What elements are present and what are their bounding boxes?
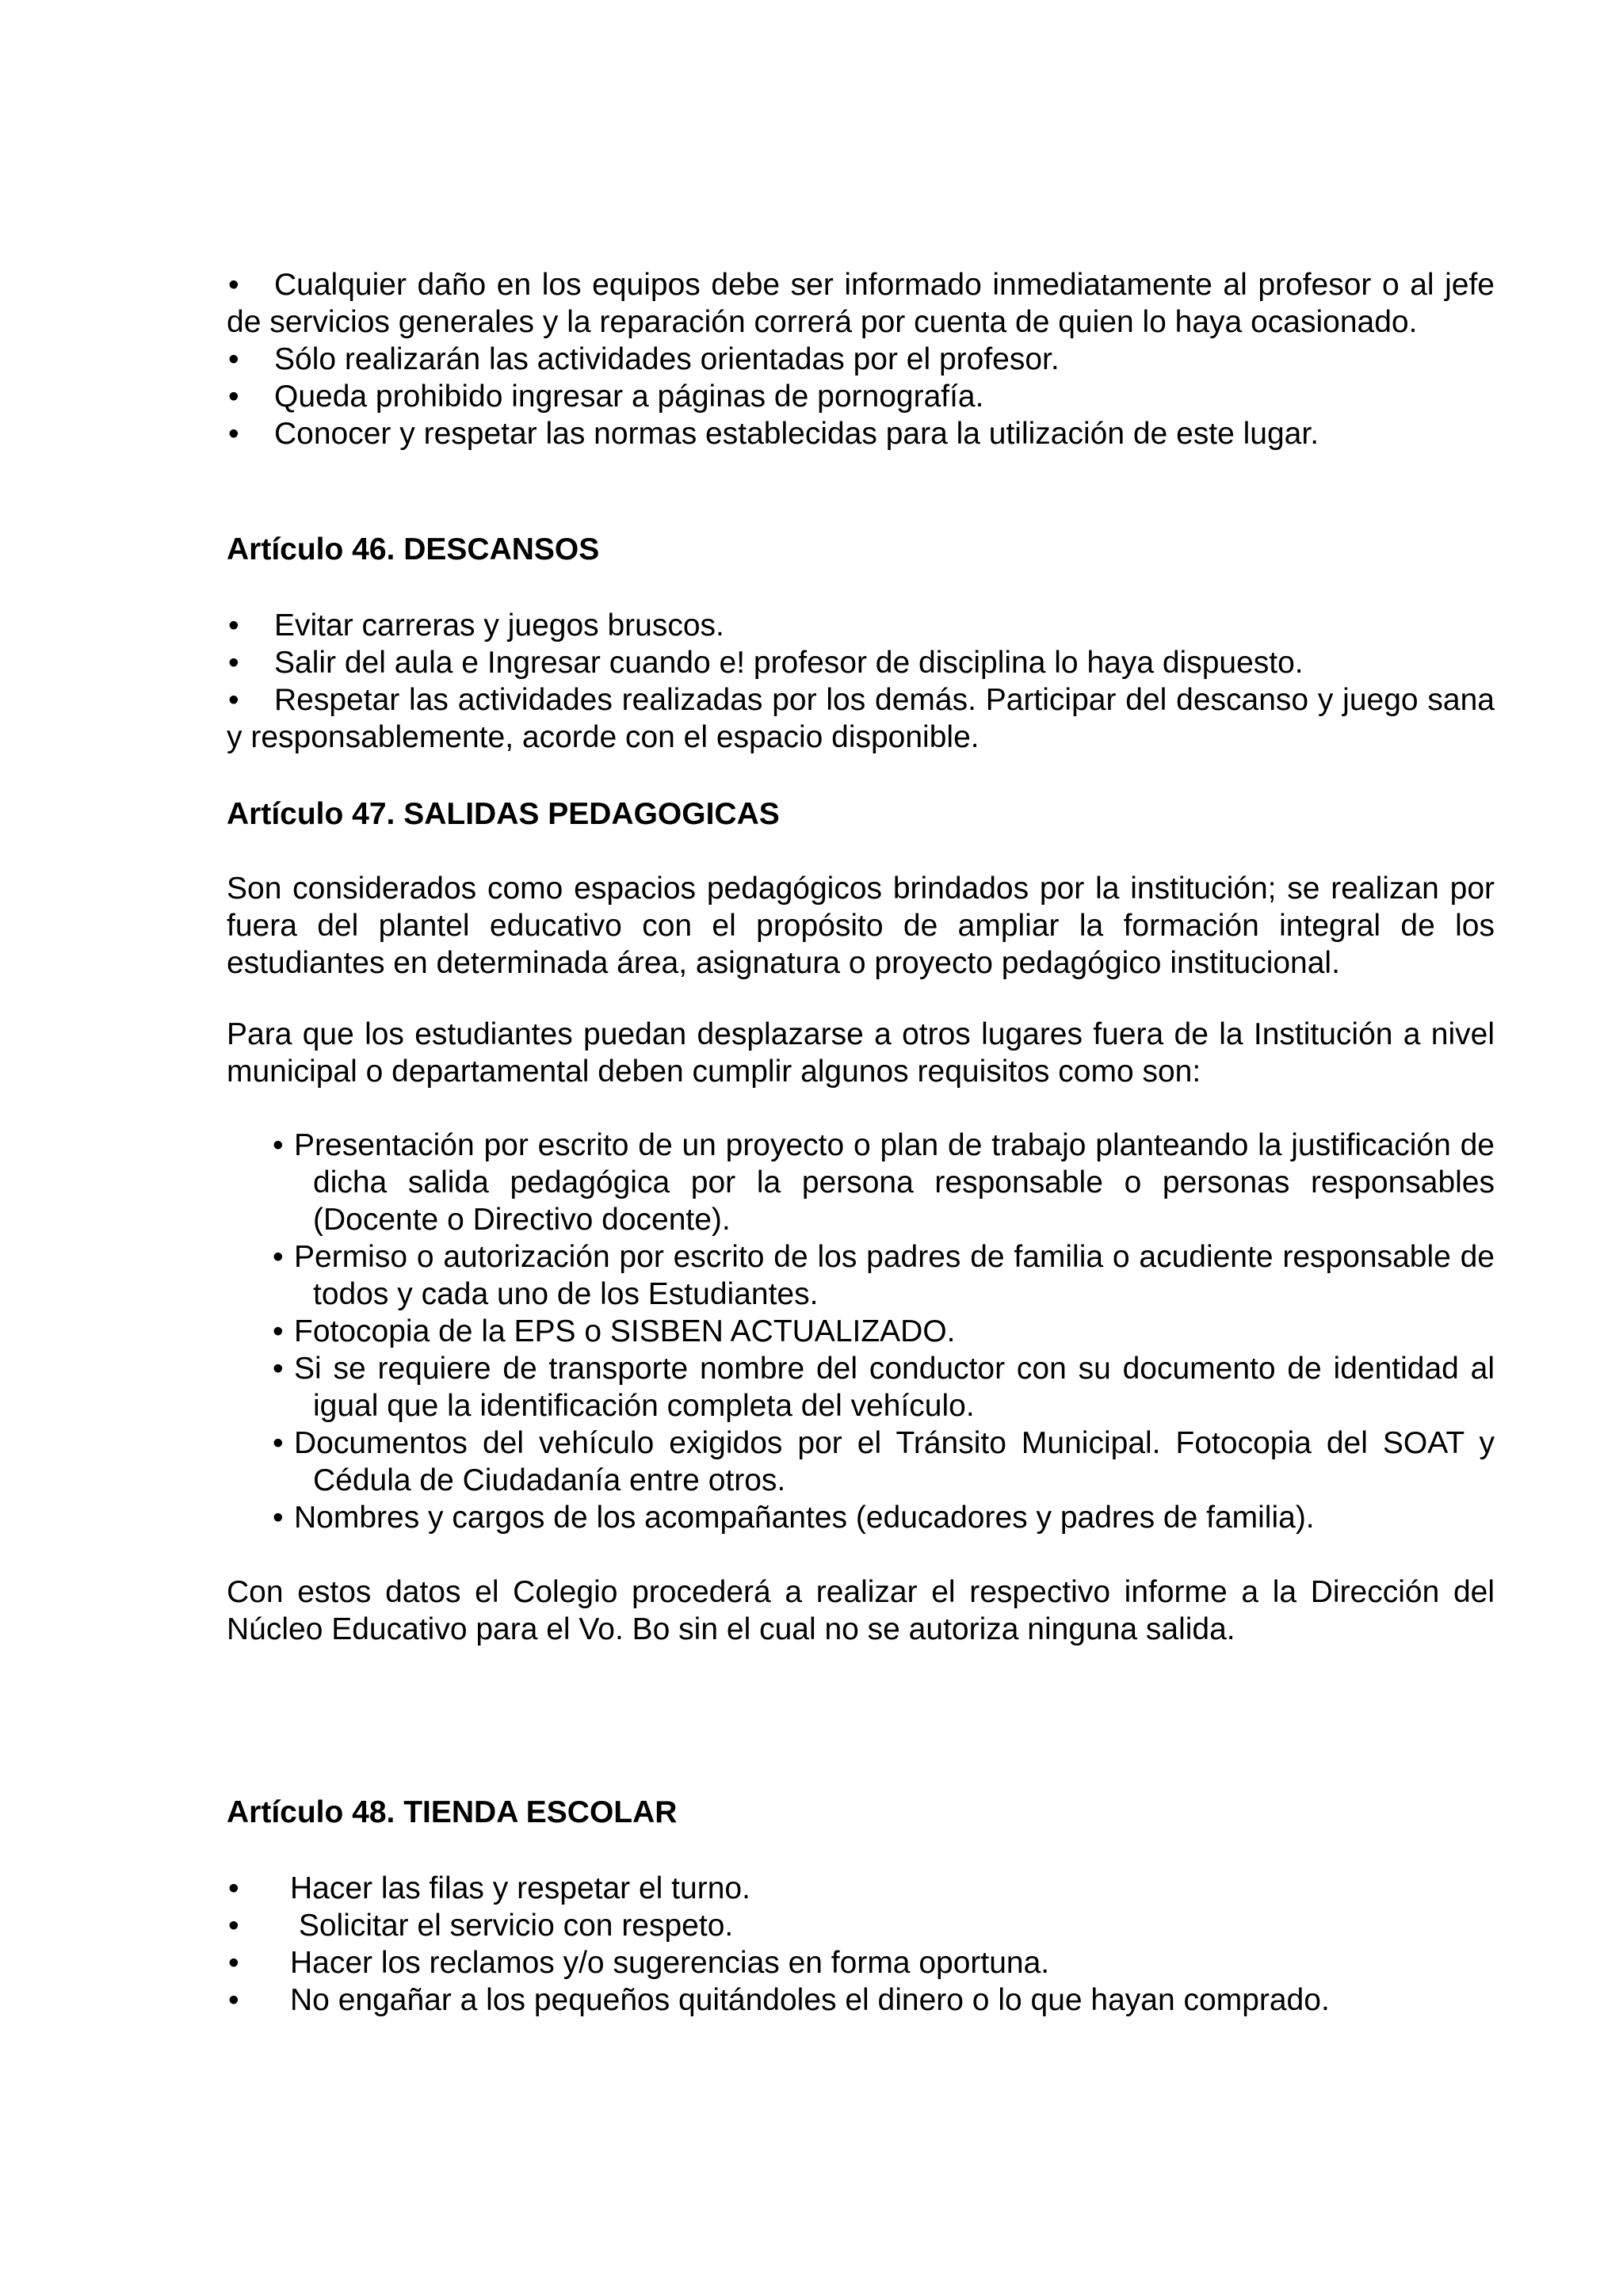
article-46-section: [227, 607, 1495, 756]
bullet-icon: •: [273, 1128, 284, 1162]
list-item: • No engañar a los pequeños quitándoles el dinero o lo que hayan comprado.: [228, 1983, 1330, 2017]
bullet-icon: •: [228, 268, 239, 302]
list-item: • Queda prohibido ingresar a páginas de pornografía.: [228, 379, 984, 414]
list-item: • Respetar las actividades realizadas por los demás. Participar del descanso y juego sana y responsablemente, acorde con el espacio disponible.: [227, 683, 1495, 754]
bullet-icon: •: [228, 1983, 239, 2017]
article-48-section: [227, 1870, 1495, 2019]
list-item: • Salir del aula e Ingresar cuando e! profesor de disciplina lo haya dispuesto.: [228, 646, 1304, 680]
bullet-icon: •: [228, 683, 239, 717]
top-rules-list: [227, 266, 1495, 452]
list-item: • Evitar carreras y juegos bruscos.: [228, 608, 724, 643]
bullet-icon: •: [273, 1501, 284, 1535]
article-48-heading: Artículo 48. TIENDA ESCOLAR: [227, 1795, 678, 1829]
bullet-icon: •: [228, 342, 239, 376]
article-48-list: [227, 1870, 1495, 2019]
top-rules-section: [227, 266, 1495, 452]
article-47-paragraph-3: Con estos datos el Colegio procederá a realizar el respectivo informe a la Dirección del Núcleo Educativo para el Vo. Bo sin el cual no se autoriza ninguna salida.: [227, 1575, 1495, 1646]
bullet-icon: •: [273, 1314, 284, 1348]
bullet-icon: •: [273, 1352, 284, 1386]
list-item: • Conocer y respetar las normas establecidas para la utilización de este lugar.: [228, 417, 1319, 451]
requirements-list: [273, 1127, 1495, 1536]
bullet-icon: •: [228, 1871, 239, 1905]
article-47-requirements: [227, 1127, 1495, 1536]
article-47-heading: Artículo 47. SALIDAS PEDAGOGICAS: [227, 797, 780, 831]
bullet-icon: •: [228, 379, 239, 414]
bullet-icon: •: [228, 608, 239, 643]
list-item: • Cualquier daño en los equipos debe ser informado inmediatamente al profesor o al jefe de servicios generales y la reparación correrá por cuenta de quien lo haya ocasionado.: [227, 268, 1495, 339]
list-item: • Hacer las filas y respetar el turno.: [228, 1871, 750, 1905]
article-46-list: [227, 607, 1495, 756]
list-item: • Permiso o autorización por escrito de los padres de familia o acudiente responsable de todos y cada uno de los Estudiantes.: [273, 1240, 1495, 1311]
article-46-heading: Artículo 46. DESCANSOS: [227, 532, 600, 566]
list-item: • Hacer los reclamos y/o sugerencias en forma oportuna.: [228, 1946, 1050, 1980]
list-item: • Solicitar el servicio con respeto.: [228, 1909, 734, 1943]
list-item: • Nombres y cargos de los acompañantes (educadores y padres de familia).: [273, 1501, 1315, 1535]
bullet-icon: •: [228, 1909, 239, 1943]
bullet-icon: •: [273, 1240, 284, 1274]
list-item: • Documentos del vehículo exigidos por el Tránsito Municipal. Fotocopia del SOAT y Cédula de Ciudadanía entre otros.: [273, 1426, 1495, 1497]
article-47-paragraph-1: Son considerados como espacios pedagógicos brindados por la institución; se realizan por fuera del plantel educativo con el propósito de ampliar la formación integral de los estudiantes en determinada área, asignatura o proyecto pedagógico institucional.: [227, 871, 1495, 980]
article-47-paragraph-2: Para que los estudiantes puedan desplazarse a otros lugares fuera de la Institución a nivel municipal o departamental deben cumplir algunos requisitos como son:: [227, 1017, 1495, 1089]
bullet-icon: •: [228, 646, 239, 680]
bullet-icon: •: [273, 1426, 284, 1460]
bullet-icon: •: [228, 1946, 239, 1980]
list-item: • Sólo realizarán las actividades orientadas por el profesor.: [228, 342, 1060, 376]
bullet-icon: •: [228, 417, 239, 451]
list-item: • Fotocopia de la EPS o SISBEN ACTUALIZADO.: [273, 1314, 956, 1348]
list-item: • Presentación por escrito de un proyecto o plan de trabajo planteando la justificación de dicha salida pedagógica por la persona responsable o personas responsables (Docente o Directivo docente).: [273, 1128, 1495, 1237]
list-item: • Si se requiere de transporte nombre del conductor con su documento de identidad al igual que la identificación completa del vehículo.: [273, 1352, 1495, 1423]
